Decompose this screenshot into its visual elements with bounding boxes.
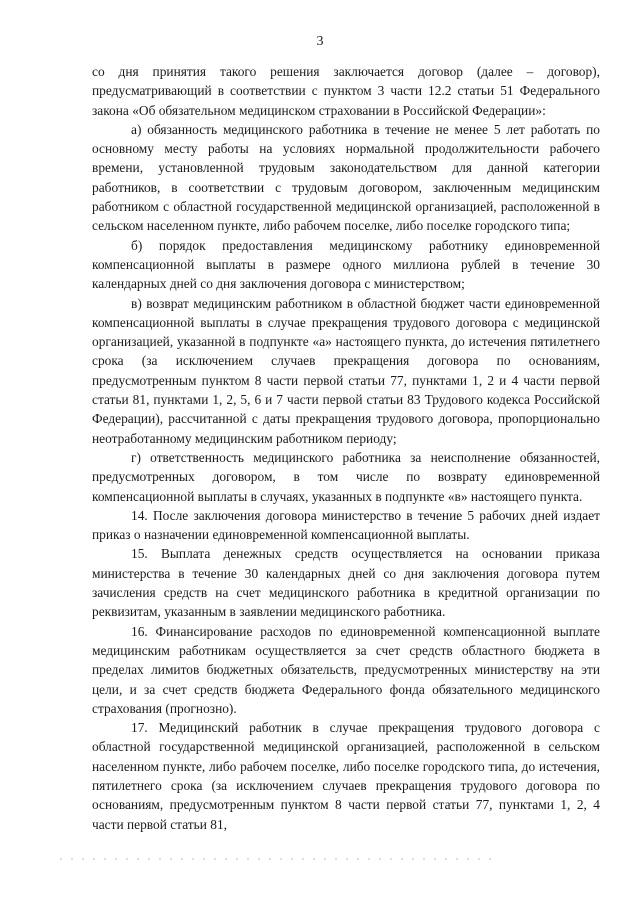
page-number: 3 [316, 34, 324, 49]
paragraph-14: 14. После заключения договора министерство в течение 5 рабочих дней издает приказ о назначении единовременной компенсационной выплаты. [92, 507, 600, 543]
document-body [92, 62, 600, 834]
paragraph-17: 17. Медицинский работник в случае прекращения трудового договора с областной государственной медицинской организацией, расположенной в сельском населенном пункте, либо рабочем поселке, либо поселке городского типа, до истечения, пятилетнего срока (за исключением случаев прекращения трудового договора по основаниям, предусмотренным пунктом 8 части первой статьи 77, пунктами 1, 2, 4 части первой статьи 81, [92, 720, 600, 832]
paragraph-item-v: в) возврат медицинским работником в областной бюджет части единовременной компенсационной выплаты в случае прекращения трудового договора с медицинской организацией, указанной в подпункте «а» настоящего пункта, до истечения пятилетнего срока (за исключением случаев прекращения договора по основаниям, предусмотренным пунктом 8 части первой статьи 77, пунктами 1, 2 и 4 части первой статьи 81, пунктами 1, 2, 5, 6 и 7 части первой статьи 83 Трудового кодекса Российской Федерации), рассчитанной с даты прекращения трудового договора, пропорционально неотработанному медицинским работником периоду; [92, 295, 600, 446]
scan-artifact [60, 858, 500, 860]
paragraph-15: 15. Выплата денежных средств осуществляется на основании приказа министерства в течение 30 календарных дней со дня заключения договора путем зачисления средств на счет медицинского работника в кредитной организации по реквизитам, указанным в заявлении медицинского работника. [92, 546, 600, 620]
paragraph-item-g: г) ответственность медицинского работника за неисполнение обязанностей, предусмотренных договором, в том числе по возврату единовременной компенсационной выплаты в случаях, указанных в подпункте «в» настоящего пункта. [92, 449, 600, 504]
paragraph-item-a: а) обязанность медицинского работника в течение не менее 5 лет работать по основному месту работы на условиях нормальной продолжительности рабочего времени, установленной трудовым законодательством для данной категории работников, в соответствии с трудовым договором, заключенным медицинским работником с областной государственной медицинской организацией, расположенной в сельском населенном пункте, либо рабочем поселке, либо поселке городского типа; [92, 121, 600, 234]
paragraph-item-b: б) порядок предоставления медицинскому работнику единовременной компенсационной выплаты в размере одного миллиона рублей в течение 30 календарных дней со дня заключения договора с министерством; [92, 237, 600, 292]
paragraph-16: 16. Финансирование расходов по единовременной компенсационной выплате медицинским работникам осуществляется за счет средств областного бюджета в пределах лимитов бюджетных обязательств, предусмотренных министерству на эти цели, и за счет средств бюджета Федерального фонда обязательного медицинского страхования (прогнозно). [92, 623, 600, 716]
paragraph-intro: со дня принятия такого решения заключается договор (далее – договор), предусматривающий в соответствии с пунктом 3 части 12.2 статьи 51 Федерального закона «Об обязательном медицинском страховании в Российской Федерации»: [92, 64, 600, 118]
